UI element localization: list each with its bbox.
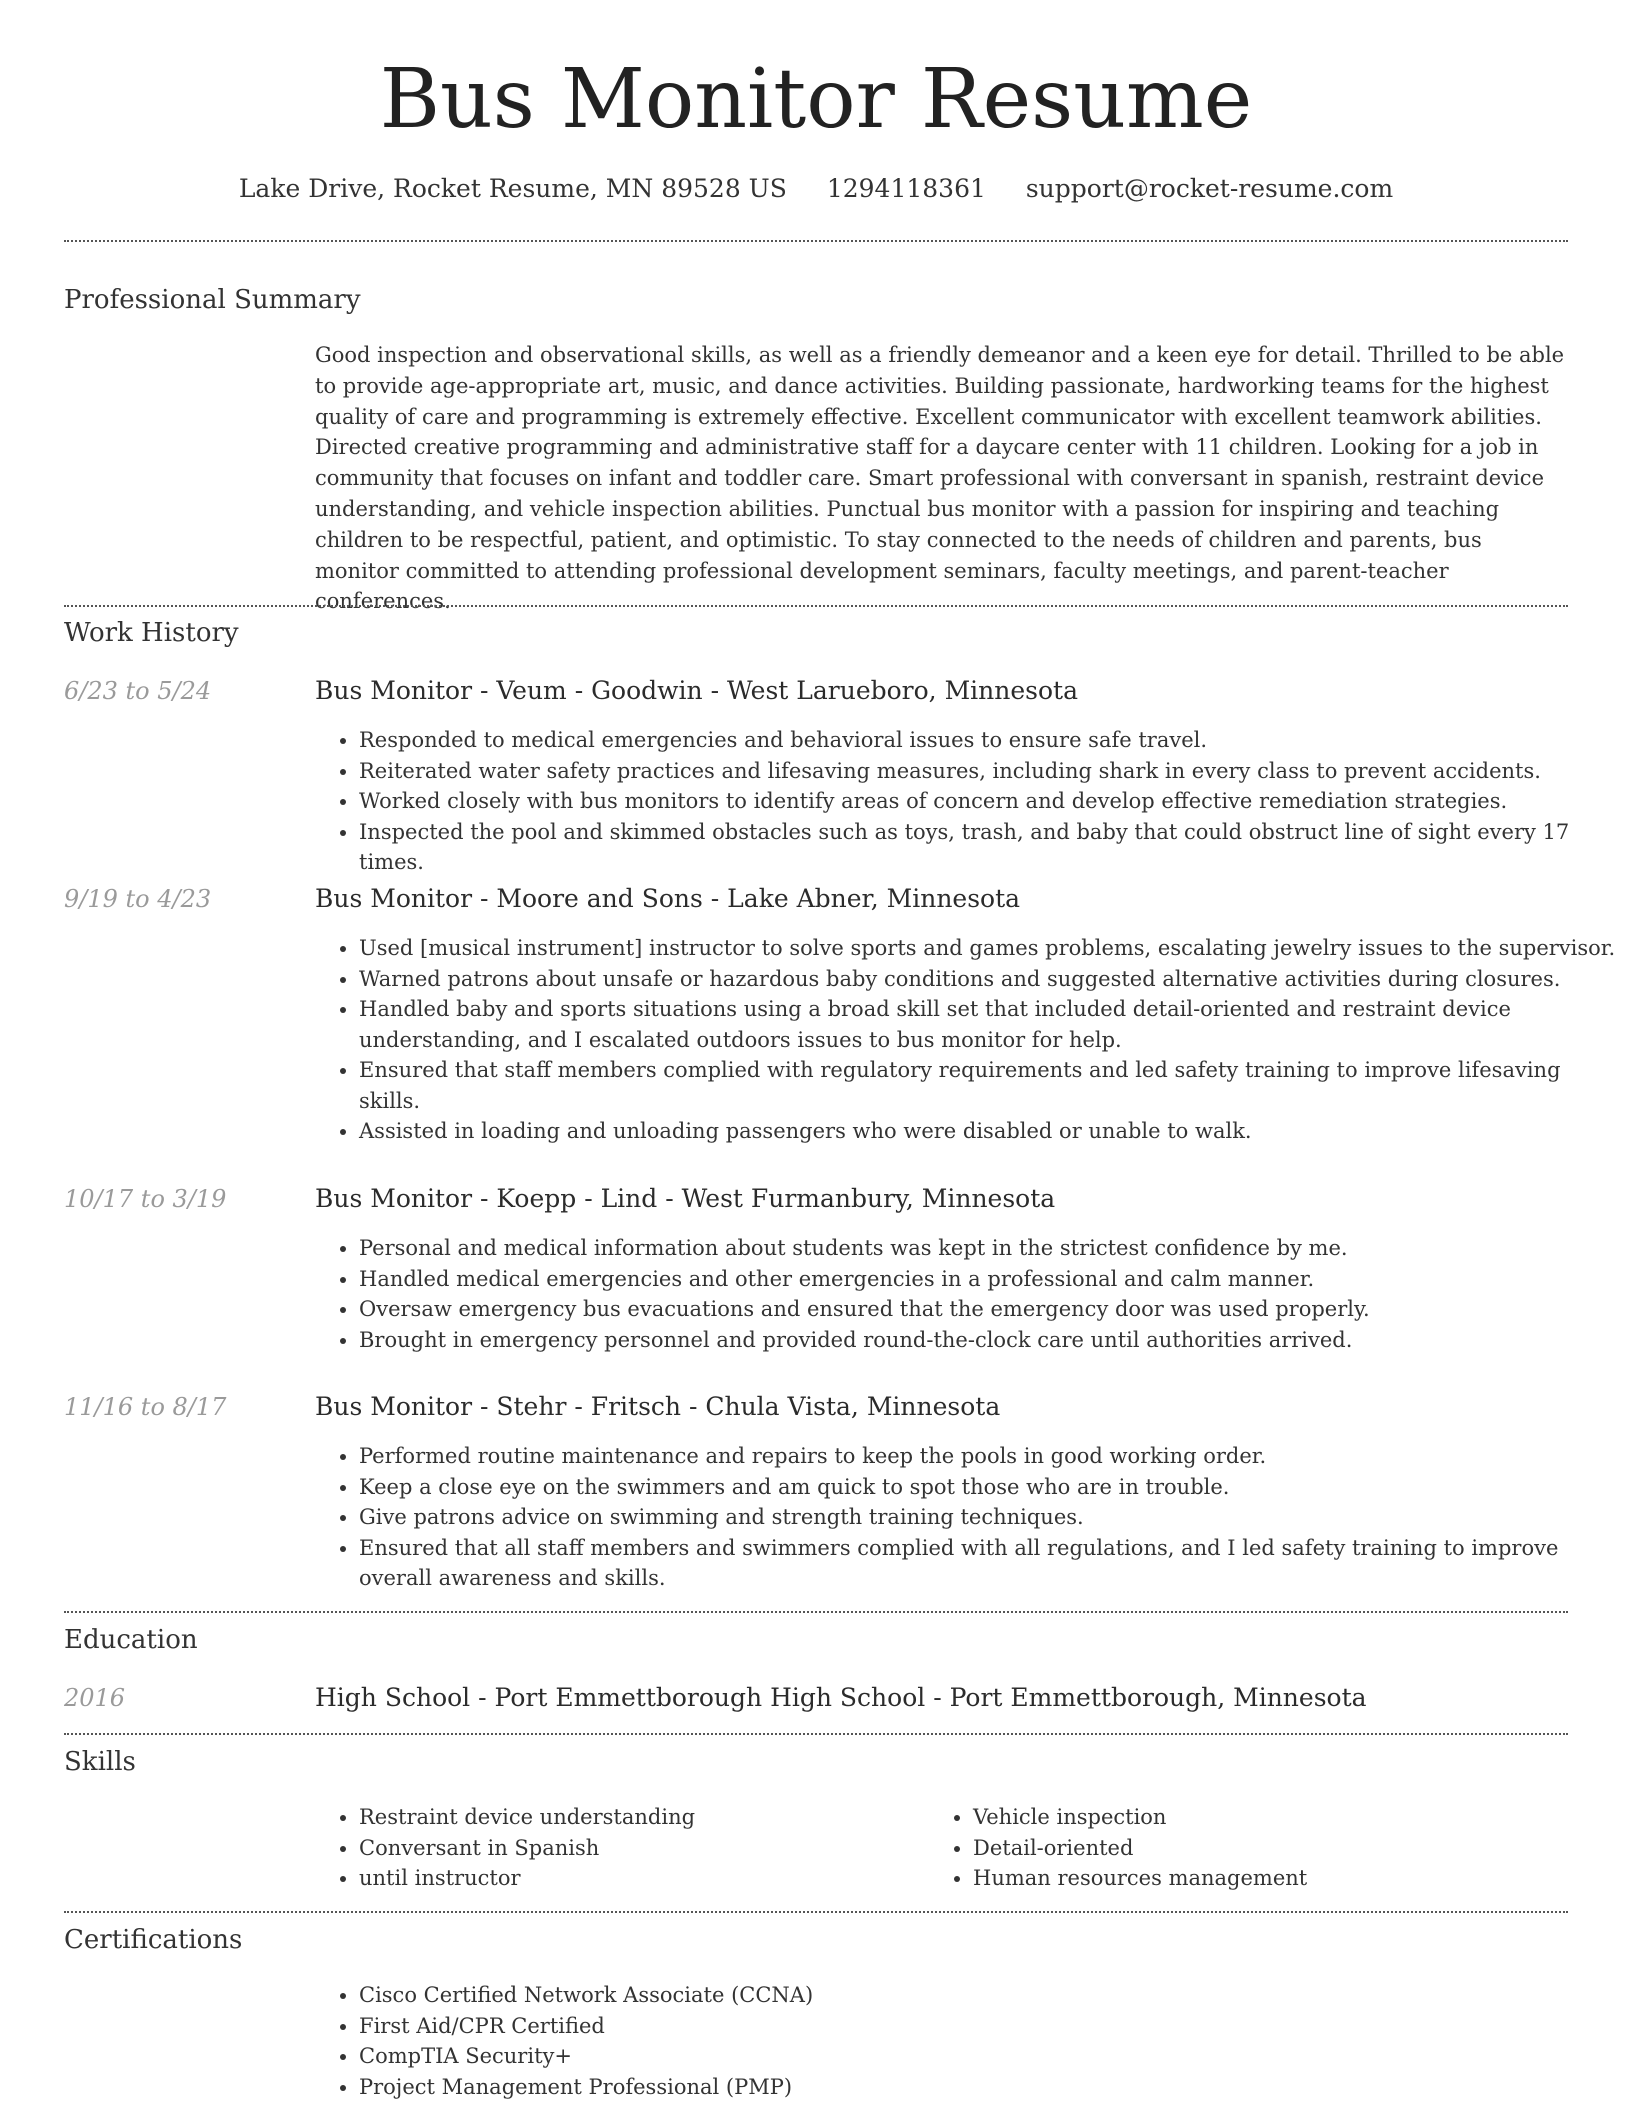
contact-email: support@rocket-resume.com: [1025, 174, 1394, 203]
job-heading: Bus Monitor - Moore and Sons - Lake Abner, Minnesota: [315, 884, 1021, 913]
list-item: • Warned patrons about unsafe or hazardous baby conditions and suggested alternative activities during closures.: [359, 964, 1619, 995]
job-bullets: [315, 1233, 1619, 1355]
contact-phone: 1294118361: [826, 174, 986, 203]
contact-address: Lake Drive, Rocket Resume, MN 89528 US: [238, 174, 787, 203]
summary-text: Good inspection and observational skills, as well as a friendly demeanor and a keen eye for detail. Thrilled to be able to provide age-appropriate art, music, and dance activities. Building passionate, hardworking teams for the highest quality of care and programming is extremely effective. Excellent communicator with excellent teamwork abilities. Directed creative programming and administrative staff for a daycare center with 11 children. Looking for a job in community that focuses on infant and toddler care. Smart professional with conversant in spanish, restraint device understanding, and vehicle inspection abilities. Punctual bus monitor with a passion for inspiring and teaching children to be respectful, patient, and optimistic. To stay connected to the needs of children and parents, bus monitor committed to attending professional development seminars, faculty meetings, and parent-teacher conferences.: [315, 343, 1565, 614]
education-entry: High School - Port Emmettborough High School - Port Emmettborough, Minnesota: [315, 1683, 1367, 1712]
list-item: • Detail-oriented: [973, 1833, 1632, 1864]
section-divider: [64, 1911, 1568, 1913]
job-bullets: [315, 725, 1619, 878]
list-item: • Handled medical emergencies and other emergencies in a professional and calm manner.: [359, 1264, 1619, 1295]
education-year: 2016: [64, 1684, 126, 1712]
list-item: • Worked closely with bus monitors to identify areas of concern and develop effective remediation strategies.: [359, 786, 1619, 817]
list-item: • Ensured that staff members complied with regulatory requirements and led safety training to improve lifesaving skills.: [359, 1055, 1619, 1116]
list-item: • Vehicle inspection: [973, 1802, 1632, 1833]
work-history-heading: Work History: [64, 618, 239, 648]
list-item: • until instructor: [359, 1863, 1619, 1894]
list-item: • Reiterated water safety practices and lifesaving measures, including shark in every class to prevent accidents.: [359, 756, 1619, 787]
job-heading: Bus Monitor - Stehr - Fritsch - Chula Vista, Minnesota: [315, 1392, 1001, 1421]
list-item: • Brought in emergency personnel and provided round-the-clock care until authorities arrived.: [359, 1325, 1619, 1356]
list-item: • Assisted in loading and unloading passengers who were disabled or unable to walk.: [359, 1116, 1619, 1147]
list-item: • Used [musical instrument] instructor to solve sports and games problems, escalating jewelry issues to the supervisor.: [359, 933, 1619, 964]
list-item: • Project Management Professional (PMP): [359, 2072, 1619, 2103]
job-dates: 11/16 to 8/17: [64, 1393, 227, 1421]
list-item: • Inspected the pool and skimmed obstacles such as toys, trash, and baby that could obstruct line of sight every 17 times.: [359, 817, 1619, 878]
job-heading: Bus Monitor - Koepp - Lind - West Furmanbury, Minnesota: [315, 1184, 1056, 1213]
job-dates: 6/23 to 5/24: [64, 677, 212, 705]
job-dates: 9/19 to 4/23: [64, 885, 212, 913]
skills-list-right: [929, 1802, 1632, 1894]
job-bullets: [315, 933, 1619, 1147]
contact-line: [0, 172, 1632, 206]
section-divider: [64, 605, 1568, 607]
summary-heading: Professional Summary: [64, 285, 361, 315]
list-item: • Ensured that all staff members and swimmers complied with all regulations, and I led safety training to improve overall awareness and skills.: [359, 1533, 1619, 1594]
job-bullets: [315, 1441, 1619, 1594]
list-item: • Handled baby and sports situations using a broad skill set that included detail-oriented and restraint device understanding, and I escalated outdoors issues to bus monitor for help.: [359, 994, 1619, 1055]
list-item: • Conversant in Spanish: [359, 1833, 1619, 1864]
list-item: • First Aid/CPR Certified: [359, 2011, 1619, 2042]
list-item: • Human resources management: [973, 1863, 1632, 1894]
list-item: • Restraint device understanding: [359, 1802, 1619, 1833]
job-dates: 10/17 to 3/19: [64, 1185, 227, 1213]
section-divider: [64, 240, 1568, 242]
skills-heading: Skills: [64, 1747, 136, 1777]
education-heading: Education: [64, 1625, 198, 1655]
certifications-heading: Certifications: [64, 1925, 243, 1955]
certifications-list: [315, 1980, 1619, 2102]
list-item: • Responded to medical emergencies and behavioral issues to ensure safe travel.: [359, 725, 1619, 756]
list-item: • Give patrons advice on swimming and strength training techniques.: [359, 1502, 1619, 1533]
list-item: • Personal and medical information about students was kept in the strictest confidence by me.: [359, 1233, 1619, 1264]
section-divider: [64, 1733, 1568, 1735]
list-item: • CompTIA Security+: [359, 2041, 1619, 2072]
page-title: Bus Monitor Resume: [379, 52, 1253, 147]
list-item: • Performed routine maintenance and repairs to keep the pools in good working order.: [359, 1441, 1619, 1472]
list-item: • Oversaw emergency bus evacuations and ensured that the emergency door was used properly.: [359, 1294, 1619, 1325]
section-divider: [64, 1611, 1568, 1613]
list-item: • Cisco Certified Network Associate (CCNA): [359, 1980, 1619, 2011]
list-item: • Keep a close eye on the swimmers and am quick to spot those who are in trouble.: [359, 1472, 1619, 1503]
job-heading: Bus Monitor - Veum - Goodwin - West Larueboro, Minnesota: [315, 676, 1079, 705]
